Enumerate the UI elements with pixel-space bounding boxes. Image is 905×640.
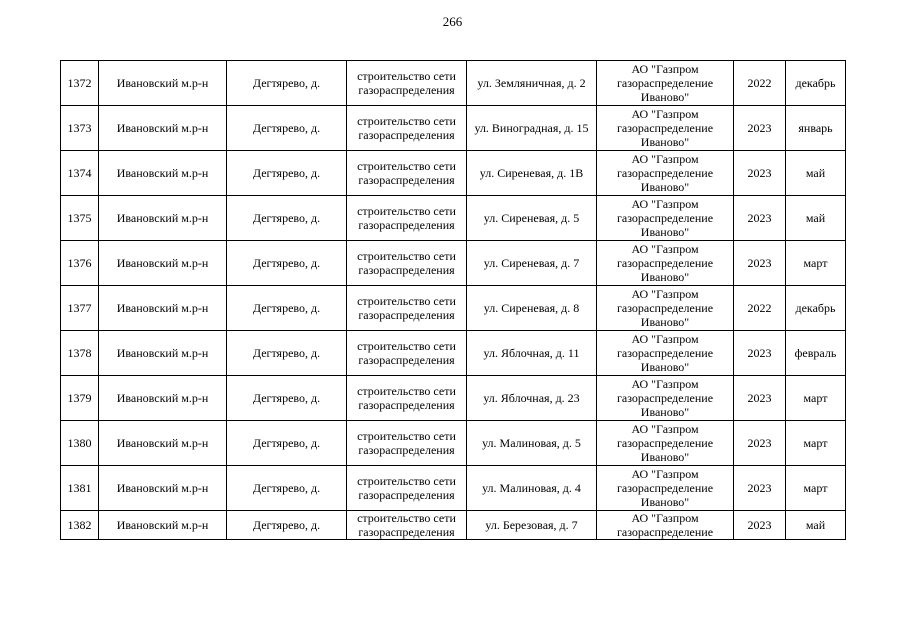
- district-cell: Ивановский м.р-н: [99, 421, 227, 466]
- table-row: [61, 241, 846, 286]
- row-number-cell: 1377: [61, 286, 99, 331]
- address-cell: ул. Яблочная, д. 23: [467, 376, 597, 421]
- locality-cell: Дегтярево, д.: [227, 466, 347, 511]
- table-row: [61, 61, 846, 106]
- locality-cell: Дегтярево, д.: [227, 511, 347, 540]
- page-number: 266: [442, 14, 463, 29]
- district-cell: Ивановский м.р-н: [99, 106, 227, 151]
- month-cell: декабрь: [786, 61, 846, 106]
- organization-text: АО "Газпром газораспределение: [616, 511, 714, 539]
- address-cell: ул. Виноградная, д. 15: [467, 106, 597, 151]
- locality-cell: Дегтярево, д.: [227, 151, 347, 196]
- district-cell: Ивановский м.р-н: [99, 196, 227, 241]
- month-cell: март: [786, 241, 846, 286]
- organization-cell: АО "Газпром газораспределение Иваново": [597, 196, 734, 241]
- year-cell: 2023: [734, 511, 786, 540]
- address-cell: ул. Малиновая, д. 4: [467, 466, 597, 511]
- organization-cell: АО "Газпром газораспределение Иваново": [597, 376, 734, 421]
- work-type-cell: строительство сети газораспределения: [347, 196, 467, 241]
- table-row: [61, 286, 846, 331]
- year-cell: 2022: [734, 286, 786, 331]
- year-cell: 2023: [734, 331, 786, 376]
- table-row: [61, 466, 846, 511]
- row-number-cell: 1376: [61, 241, 99, 286]
- locality-cell: Дегтярево, д.: [227, 196, 347, 241]
- organization-cell: АО "Газпром газораспределение Иваново": [597, 241, 734, 286]
- address-cell: ул. Сиреневая, д. 1В: [467, 151, 597, 196]
- address-cell: ул. Сиреневая, д. 5: [467, 196, 597, 241]
- locality-cell: Дегтярево, д.: [227, 286, 347, 331]
- row-number-cell: 1381: [61, 466, 99, 511]
- district-cell: Ивановский м.р-н: [99, 241, 227, 286]
- table-row: [61, 421, 846, 466]
- district-cell: Ивановский м.р-н: [99, 466, 227, 511]
- work-type-cell: строительство сети газораспределения: [347, 241, 467, 286]
- month-cell: март: [786, 421, 846, 466]
- month-cell: март: [786, 376, 846, 421]
- gasification-schedule-table: [60, 60, 846, 540]
- organization-cell: АО "Газпром газораспределение Иваново": [597, 331, 734, 376]
- month-cell: декабрь: [786, 286, 846, 331]
- locality-cell: Дегтярево, д.: [227, 61, 347, 106]
- work-type-cell: строительство сети газораспределения: [347, 331, 467, 376]
- organization-cell: АО "Газпром газораспределение Иваново": [597, 61, 734, 106]
- organization-cell: АО "Газпром газораспределение Иваново": [597, 106, 734, 151]
- address-cell: ул. Березовая, д. 7: [467, 511, 597, 540]
- district-cell: Ивановский м.р-н: [99, 511, 227, 540]
- row-number-cell: 1374: [61, 151, 99, 196]
- table-row: [61, 106, 846, 151]
- month-cell: январь: [786, 106, 846, 151]
- work-type-cell: строительство сети газораспределения: [347, 421, 467, 466]
- month-cell: март: [786, 466, 846, 511]
- month-cell: май: [786, 511, 846, 540]
- locality-cell: Дегтярево, д.: [227, 421, 347, 466]
- year-cell: 2023: [734, 421, 786, 466]
- organization-cell: АО "Газпром газораспределение Иваново": [597, 151, 734, 196]
- year-cell: 2023: [734, 376, 786, 421]
- address-cell: ул. Яблочная, д. 11: [467, 331, 597, 376]
- table-row: [61, 511, 846, 540]
- locality-cell: Дегтярево, д.: [227, 241, 347, 286]
- year-cell: 2023: [734, 466, 786, 511]
- row-number-cell: 1375: [61, 196, 99, 241]
- organization-cell: [597, 511, 734, 540]
- month-cell: май: [786, 151, 846, 196]
- row-number-cell: 1382: [61, 511, 99, 540]
- work-type-cell: строительство сети газораспределения: [347, 376, 467, 421]
- district-cell: Ивановский м.р-н: [99, 61, 227, 106]
- work-type-cell: строительство сети газораспределения: [347, 106, 467, 151]
- work-type-cell: строительство сети газораспределения: [347, 151, 467, 196]
- row-number-cell: 1372: [61, 61, 99, 106]
- address-cell: ул. Сиреневая, д. 7: [467, 241, 597, 286]
- district-cell: Ивановский м.р-н: [99, 376, 227, 421]
- district-cell: Ивановский м.р-н: [99, 331, 227, 376]
- month-cell: май: [786, 196, 846, 241]
- address-cell: ул. Сиреневая, д. 8: [467, 286, 597, 331]
- year-cell: 2023: [734, 241, 786, 286]
- table-row: [61, 151, 846, 196]
- row-number-cell: 1373: [61, 106, 99, 151]
- table-row: [61, 331, 846, 376]
- work-type-cell: строительство сети газораспределения: [347, 511, 467, 540]
- row-number-cell: 1380: [61, 421, 99, 466]
- locality-cell: Дегтярево, д.: [227, 331, 347, 376]
- district-cell: Ивановский м.р-н: [99, 286, 227, 331]
- locality-cell: Дегтярево, д.: [227, 106, 347, 151]
- address-cell: ул. Земляничная, д. 2: [467, 61, 597, 106]
- organization-cell: АО "Газпром газораспределение Иваново": [597, 286, 734, 331]
- table-row: [61, 196, 846, 241]
- work-type-cell: строительство сети газораспределения: [347, 466, 467, 511]
- year-cell: 2023: [734, 106, 786, 151]
- organization-cell: АО "Газпром газораспределение Иваново": [597, 421, 734, 466]
- year-cell: 2023: [734, 151, 786, 196]
- work-type-cell: строительство сети газораспределения: [347, 61, 467, 106]
- table-row: [61, 376, 846, 421]
- locality-cell: Дегтярево, д.: [227, 376, 347, 421]
- district-cell: Ивановский м.р-н: [99, 151, 227, 196]
- work-type-cell: строительство сети газораспределения: [347, 286, 467, 331]
- organization-cell: АО "Газпром газораспределение Иваново": [597, 466, 734, 511]
- address-cell: ул. Малиновая, д. 5: [467, 421, 597, 466]
- year-cell: 2023: [734, 196, 786, 241]
- row-number-cell: 1379: [61, 376, 99, 421]
- row-number-cell: 1378: [61, 331, 99, 376]
- year-cell: 2022: [734, 61, 786, 106]
- month-cell: февраль: [786, 331, 846, 376]
